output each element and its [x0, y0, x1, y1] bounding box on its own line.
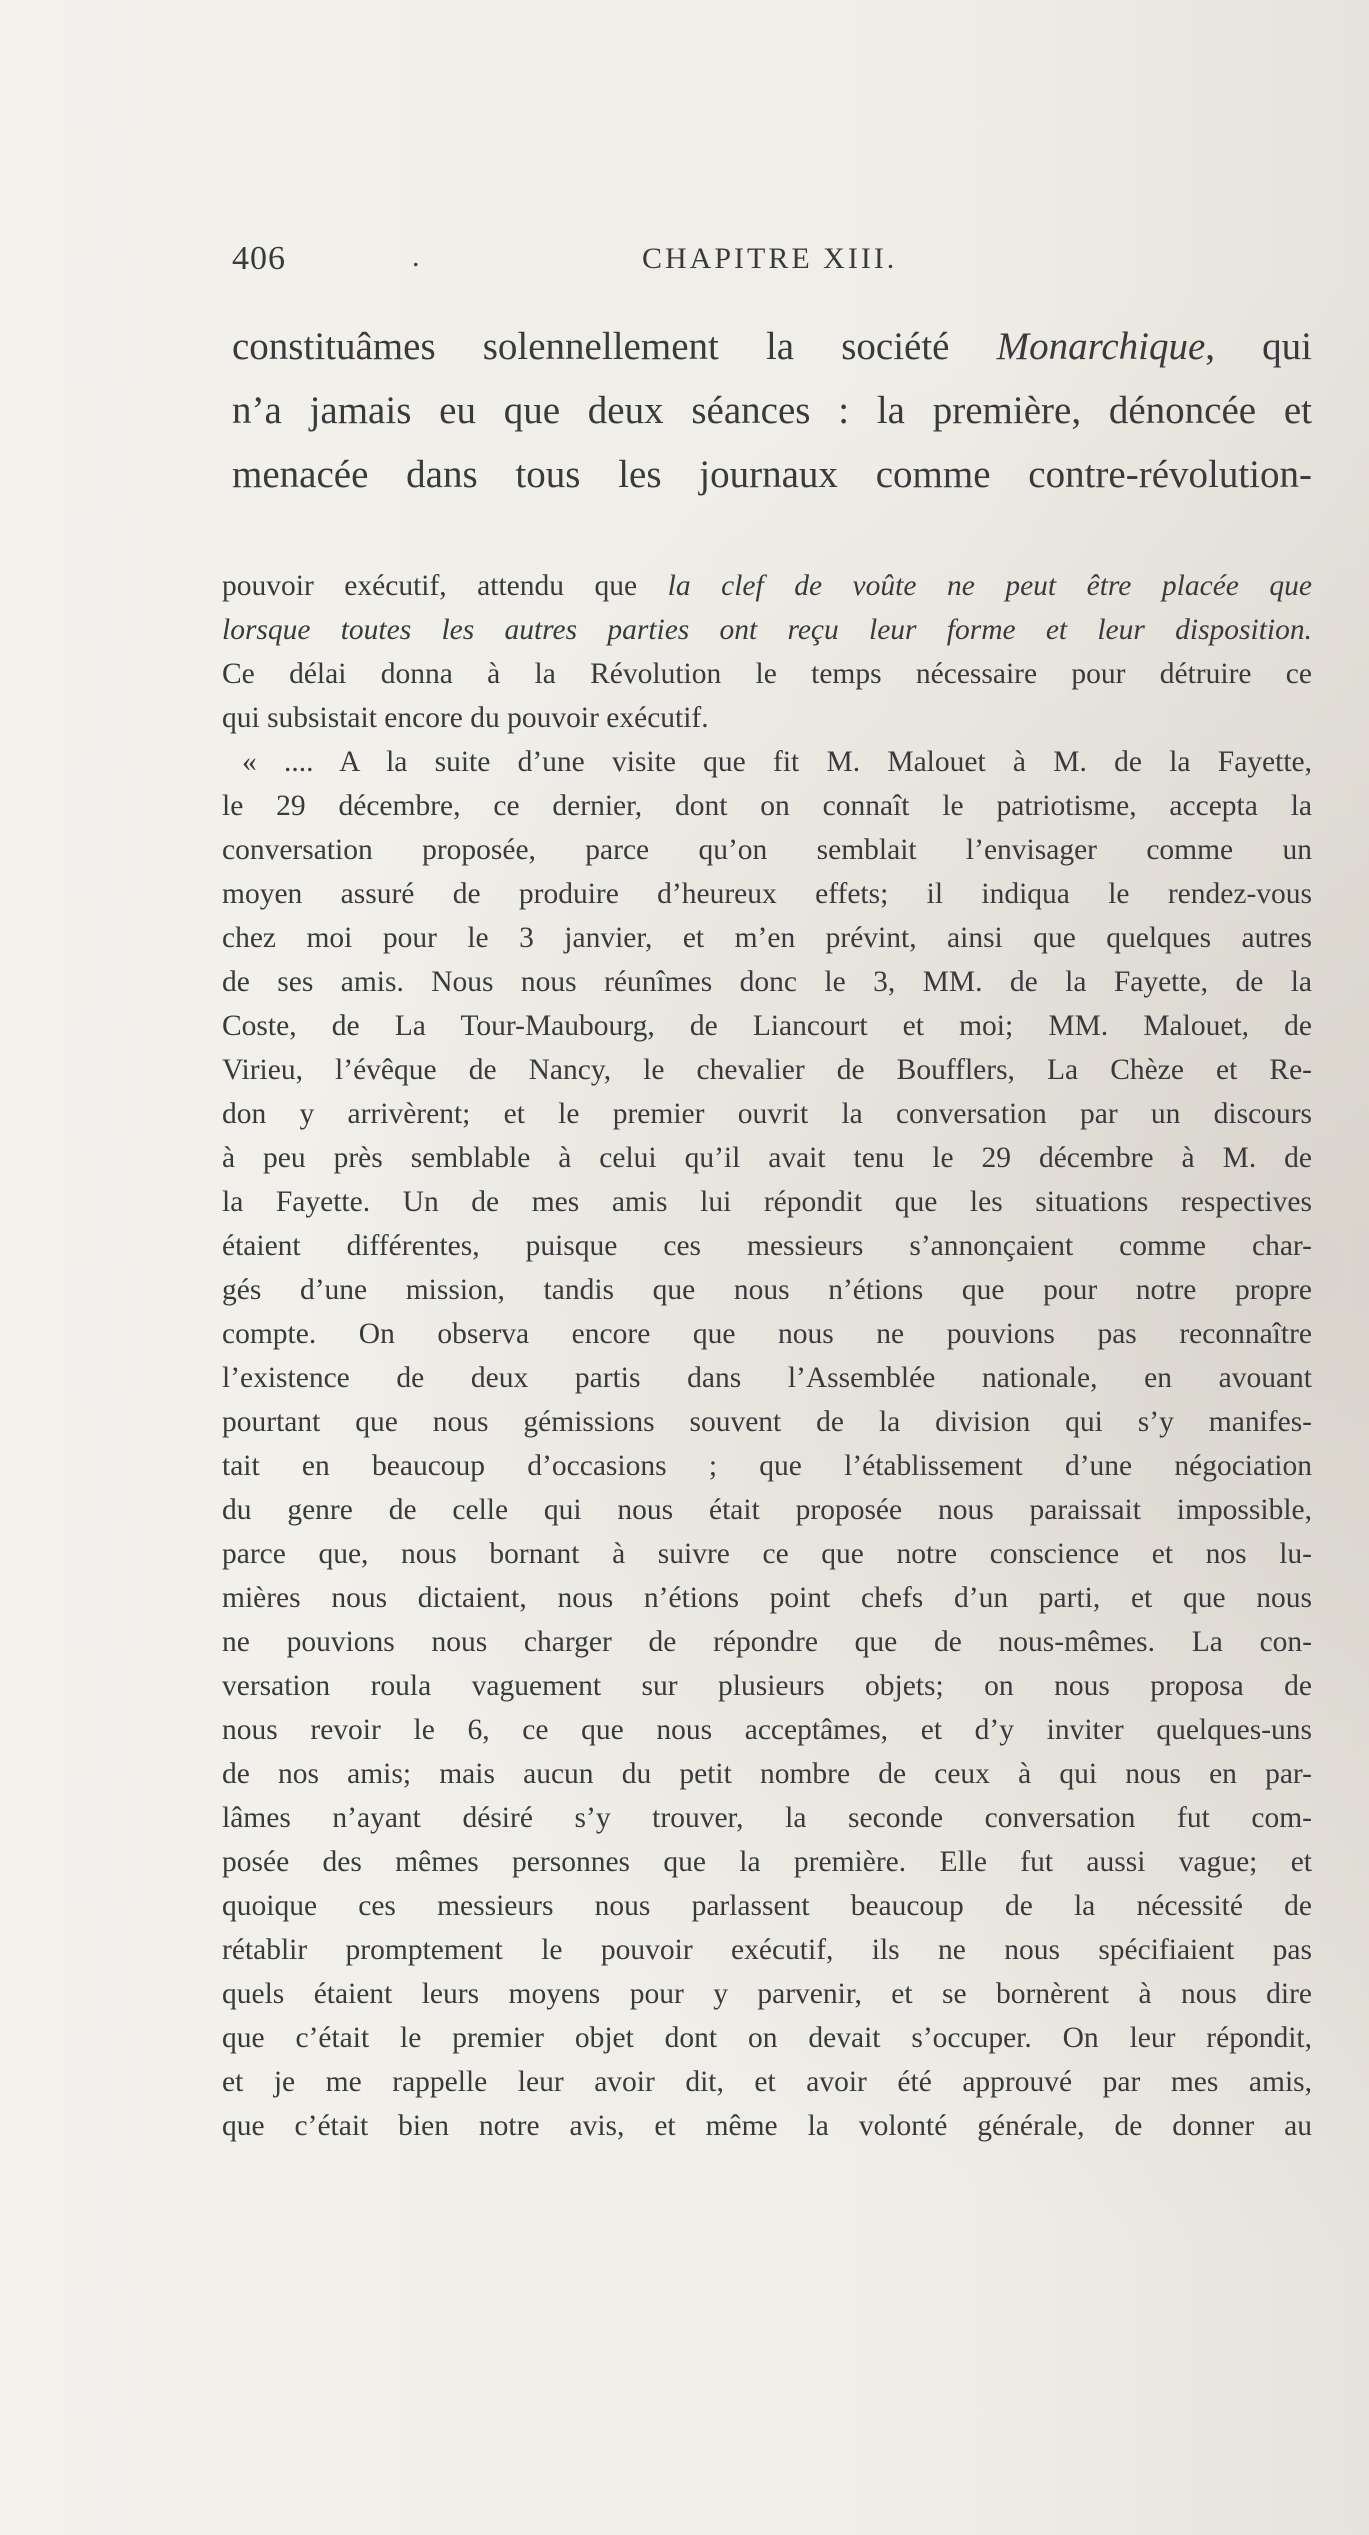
footnote-line: que c’était bien notre avis, et même la volonté générale, de donner au	[222, 2110, 1312, 2142]
footnote-line: don y arrivèrent; et le premier ouvrit la conversation par un discours	[222, 1098, 1312, 1130]
footnote-line: Coste, de La Tour-Maubourg, de Liancourt et moi; MM. Malouet, de	[222, 1010, 1312, 1042]
footnote-line: « .... A la suite d’une visite que fit M. Malouet à M. de la Fayette,	[242, 746, 1312, 778]
footnote-line: chez moi pour le 3 janvier, et m’en prévint, ainsi que quelques autres	[222, 922, 1312, 954]
main-text-line: n’a jamais eu que deux séances : la première, dénoncée et	[232, 389, 1312, 432]
footnote-line: à peu près semblable à celui qu’il avait tenu le 29 décembre à M. de	[222, 1142, 1312, 1174]
footnote-line: tait en beaucoup d’occasions ; que l’établissement d’une négociation	[222, 1450, 1312, 1482]
footnote-line: quels étaient leurs moyens pour y parvenir, et se bornèrent à nous dire	[222, 1978, 1312, 2010]
footnote-line: que c’était le premier objet dont on devait s’occuper. On leur répondit,	[222, 2022, 1312, 2054]
footnote-line: posée des mêmes personnes que la première. Elle fut aussi vague; et	[222, 1846, 1312, 1878]
footnote-line: moyen assuré de produire d’heureux effets; il indiqua le rendez-vous	[222, 878, 1312, 910]
footnote-text	[222, 564, 1312, 2148]
footnote-line: mières nous dictaient, nous n’étions point chefs d’un parti, et que nous	[222, 1582, 1312, 1614]
page-number: 406	[232, 240, 286, 277]
footnote-line: pouvoir exécutif, attendu que la clef de voûte ne peut être placée que	[222, 570, 1312, 602]
footnote-line: le 29 décembre, ce dernier, dont on connaît le patriotisme, accepta la	[222, 790, 1312, 822]
running-header	[232, 240, 1312, 300]
footnote-line: qui subsistait encore du pouvoir exécutif.	[222, 702, 709, 734]
footnote-line: parce que, nous bornant à suivre ce que notre conscience et nos lu-	[222, 1538, 1312, 1570]
footnote-line: quoique ces messieurs nous parlassent beaucoup de la nécessité de	[222, 1890, 1312, 1922]
header-separator: .	[412, 240, 420, 273]
main-text	[232, 315, 1312, 507]
footnote-line: conversation proposée, parce qu’on semblait l’envisager comme un	[222, 834, 1312, 866]
footnote-line: gés d’une mission, tandis que nous n’étions que pour notre propre	[222, 1274, 1312, 1306]
footnote-line: lâmes n’ayant désiré s’y trouver, la seconde conversation fut com-	[222, 1802, 1312, 1834]
footnote-line: nous revoir le 6, ce que nous acceptâmes, et d’y inviter quelques-uns	[222, 1714, 1312, 1746]
main-text-line: constituâmes solennellement la société Monarchique, qui	[232, 325, 1312, 368]
footnote-line: de nos amis; mais aucun du petit nombre de ceux à qui nous en par-	[222, 1758, 1312, 1790]
footnote-line: rétablir promptement le pouvoir exécutif, ils ne nous spécifiaient pas	[222, 1934, 1312, 1966]
footnote-line: compte. On observa encore que nous ne pouvions pas reconnaître	[222, 1318, 1312, 1350]
footnote-line: de ses amis. Nous nous réunîmes donc le 3, MM. de la Fayette, de la	[222, 966, 1312, 998]
chapter-title: CHAPITRE XIII.	[642, 242, 898, 275]
footnote-line: Ce délai donna à la Révolution le temps nécessaire pour détruire ce	[222, 658, 1312, 690]
footnote-line: étaient différentes, puisque ces messieurs s’annonçaient comme char-	[222, 1230, 1312, 1262]
footnote-line: versation roula vaguement sur plusieurs objets; on nous proposa de	[222, 1670, 1312, 1702]
main-text-line: menacée dans tous les journaux comme contre-révolution-	[232, 453, 1312, 496]
footnote-line: et je me rappelle leur avoir dit, et avoir été approuvé par mes amis,	[222, 2066, 1312, 2098]
footnote-line: pourtant que nous gémissions souvent de la division qui s’y manifes-	[222, 1406, 1312, 1438]
footnote-line: Virieu, l’évêque de Nancy, le chevalier de Boufflers, La Chèze et Re-	[222, 1054, 1312, 1086]
footnote-line: l’existence de deux partis dans l’Assemblée nationale, en avouant	[222, 1362, 1312, 1394]
footnote-line: du genre de celle qui nous était proposée nous paraissait impossible,	[222, 1494, 1312, 1526]
footnote-line: ne pouvions nous charger de répondre que de nous-mêmes. La con-	[222, 1626, 1312, 1658]
footnote-line: la Fayette. Un de mes amis lui répondit que les situations respectives	[222, 1186, 1312, 1218]
footnote-line: lorsque toutes les autres parties ont reçu leur forme et leur disposition.	[222, 614, 1312, 646]
